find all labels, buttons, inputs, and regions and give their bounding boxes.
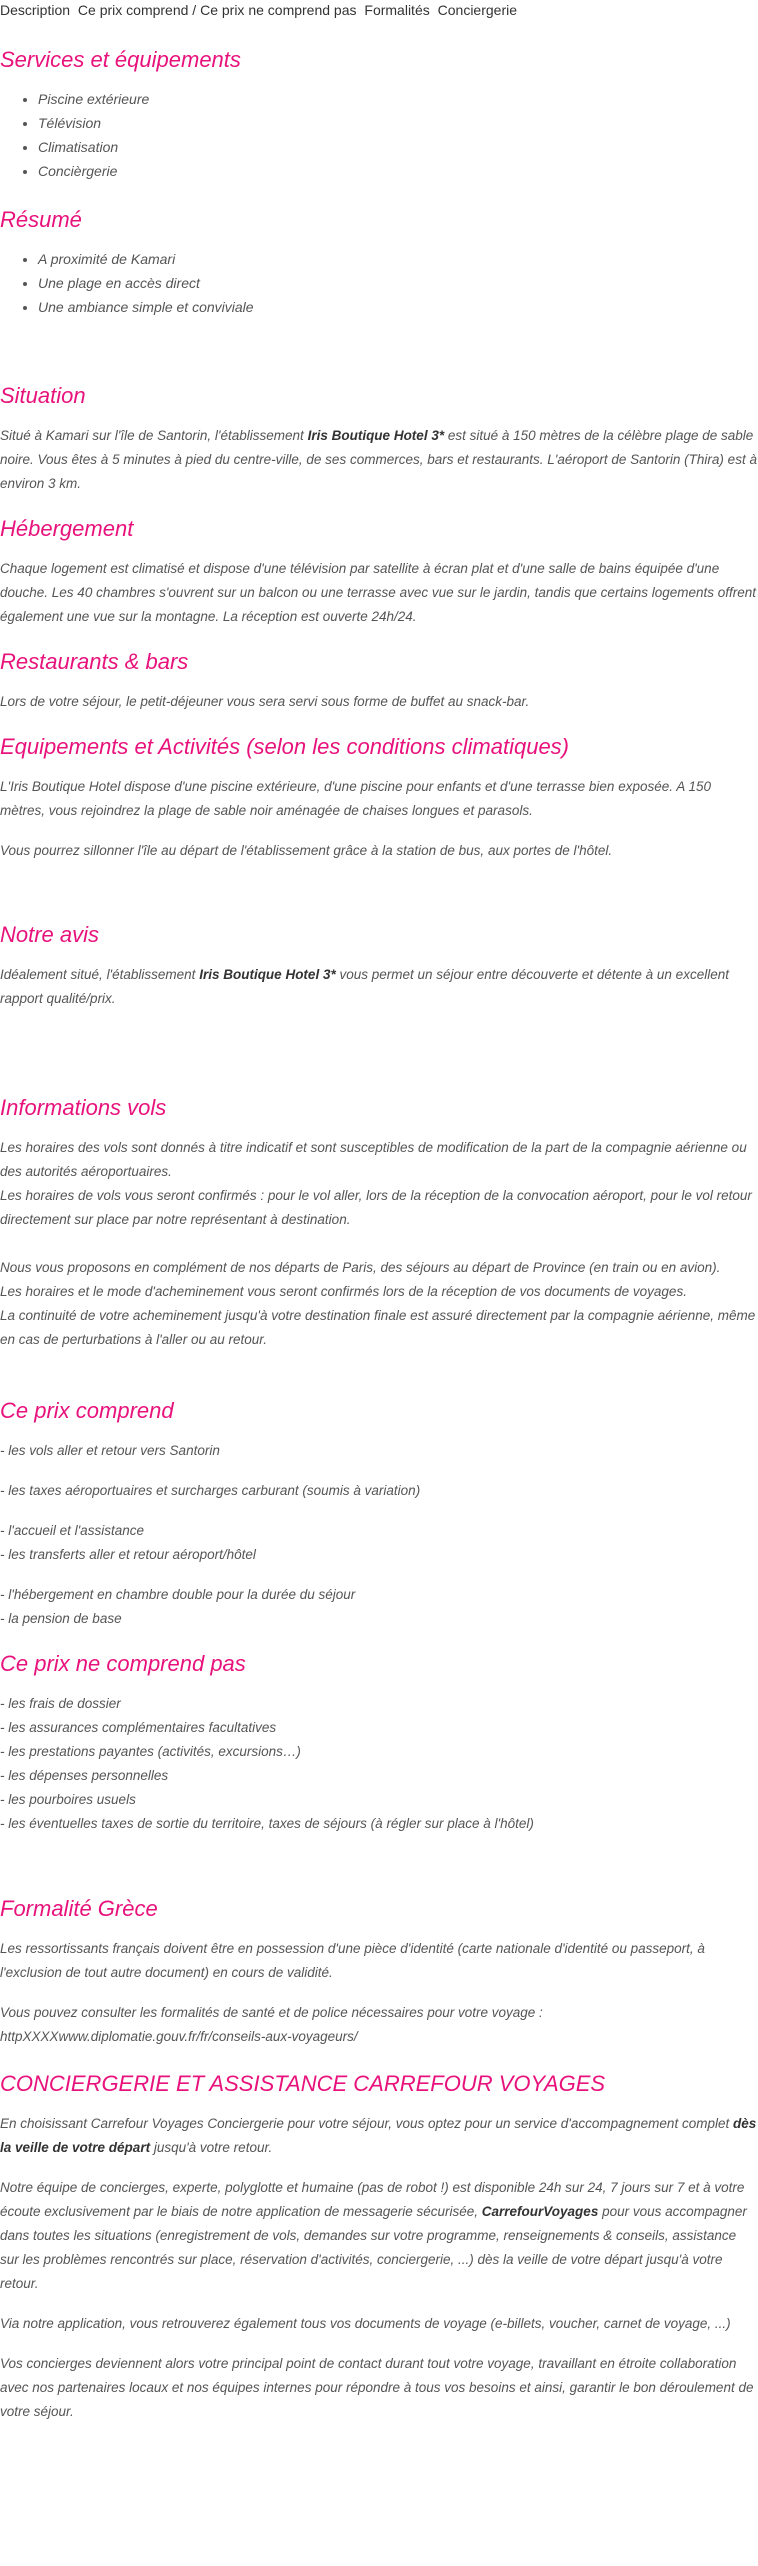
concierge-text-2: Notre équipe de concierges, experte, polyglotte et humaine (pas de robot !) est disponible 24h sur 24, 7 jours sur 7 et à votre écoute exclusivement par le biais de notre application de messagerie sécurisée, CarrefourVoyages pour vous accompagner dans toutes les situations (enregistrement de vols, demandes sur votre programme, renseignements & conseils, assistance sur les problèmes rencontrés sur place, réservation d'activités, conciergerie, ...) dès la veille de votre départ jusqu'à votre retour. xyxy=(0,2180,747,2291)
list-item: - les frais de dossier xyxy=(0,1696,121,1711)
activities-text-2: Vous pourrez sillonner l'île au départ de l'établissement grâce à la station de bus, aux portes de l'hôtel. xyxy=(0,843,613,858)
flights-title: Informations vols xyxy=(0,1095,167,1120)
tab-description[interactable]: Description xyxy=(0,2,71,18)
flights-text-2: Nous vous proposons en complément de nos départs de Paris, des séjours au départ de Province (en train ou en avion). Les horaires et le mode d'acheminement vous seront confirmés lors de la réception de vos documents de voyages. La continuité de votre acheminement jusqu'à votre destination finale est assuré directement par la compagnie aérienne, même en cas de perturbations à l'aller ou au retour. xyxy=(0,1260,756,1347)
excludes-title: Ce prix ne comprend pas xyxy=(0,1651,246,1676)
accommodation-title: Hébergement xyxy=(0,516,134,541)
list-item: - les pourboires usuels xyxy=(0,1792,136,1807)
opinion-title: Notre avis xyxy=(0,922,100,947)
concierge-text-1: En choisissant Carrefour Voyages Conciergerie pour votre séjour, vous optez pour un service d'accompagnement complet dès la veille de votre départ jusqu'à votre retour. xyxy=(0,2116,757,2155)
list-item: • Concièrgerie xyxy=(38,159,758,183)
summary-title: Résumé xyxy=(0,207,82,232)
tab-concierge[interactable]: Conciergerie xyxy=(437,2,518,18)
formality-text-1: Les ressortissants français doivent être en possession d'une pièce d'identité (carte nationale d'identité ou passeport, à l'exclusion de tout autre document) en cours de validité. xyxy=(0,1941,705,1980)
includes-lines-5-6: - l'hébergement en chambre double pour la durée du séjour - la pension de base xyxy=(0,1587,356,1626)
opinion-text: Idéalement situé, l'établissement Iris Boutique Hotel 3* vous permet un séjour entre découverte et détente à un excellent rapport qualité/prix. xyxy=(0,967,729,1006)
list-item: - les assurances complémentaires facultatives xyxy=(0,1720,277,1735)
accommodation-text: Chaque logement est climatisé et dispose d'une télévision par satellite à écran plat et d'une salle de bains équipée d'une douche. Les 40 chambres s'ouvrent sur un balcon ou une terrasse avec vue sur le jardin, tandis que certains logements offrent également une vue sur la montagne. La réception est ouverte 24h/24. xyxy=(0,561,757,624)
formality-text-2: Vous pouvez consulter les formalités de santé et de police nécessaires pour votre voyage : httpXXXXwww.diplomatie.gouv.fr/fr/conseils-aux-voyageurs/ xyxy=(0,2001,758,2049)
includes-line-2: - les taxes aéroportuaires et surcharges carburant (soumis à variation) xyxy=(0,1483,421,1498)
concierge-title: CONCIERGERIE ET ASSISTANCE CARREFOUR VOYAGES xyxy=(0,2071,606,2096)
diplomatie-link[interactable]: httpXXXXwww.diplomatie.gouv.fr/fr/conseils-aux-voyageurs/ xyxy=(0,2029,358,2044)
list-item: - les dépenses personnelles xyxy=(0,1768,169,1783)
tab-includes[interactable]: Ce prix comprend / Ce prix ne comprend pas xyxy=(77,2,357,18)
list-item: • A proximité de Kamari xyxy=(38,247,758,271)
restaurants-text: Lors de votre séjour, le petit-déjeuner vous sera servi sous forme de buffet au snack-bar. xyxy=(0,694,530,709)
flights-text-1: Les horaires des vols sont donnés à titre indicatif et sont susceptibles de modification de la part de la compagnie aérienne ou des autorités aéroportuaires. Les horaires de vols vous seront confirmés : pour le vol aller, lors de la réception de la convocation aéroport, pour le vol retour directement sur place par notre représentant à destination. xyxy=(0,1140,752,1227)
restaurants-title: Restaurants & bars xyxy=(0,649,189,674)
activities-title: Equipements et Activités (selon les conditions climatiques) xyxy=(0,734,570,759)
includes-lines-3-4: - l'accueil et l'assistance - les transferts aller et retour aéroport/hôtel xyxy=(0,1523,256,1562)
list-item: - les prestations payantes (activités, excursions…) xyxy=(0,1744,301,1759)
list-item: • Une plage en accès direct xyxy=(38,271,758,295)
tab-formalities[interactable]: Formalités xyxy=(364,2,430,18)
services-title: Services et équipements xyxy=(0,47,241,72)
list-item: • Climatisation xyxy=(38,135,758,159)
summary-list xyxy=(0,247,758,319)
situation-text: Situé à Kamari sur l'île de Santorin, l'établissement Iris Boutique Hotel 3* est situé à 150 mètres de la célèbre plage de sable noire. Vous êtes à 5 minutes à pied du centre-ville, de ses commerces, bars et restaurants. L'aéroport de Santorin (Thira) est à environ 3 km. xyxy=(0,428,757,491)
excludes-list xyxy=(0,1692,758,1836)
includes-line-1: - les vols aller et retour vers Santorin xyxy=(0,1443,220,1458)
services-list xyxy=(0,87,758,183)
list-item: - les éventuelles taxes de sortie du territoire, taxes de séjours (à régler sur place à l'hôtel) xyxy=(0,1816,534,1831)
formality-title: Formalité Grèce xyxy=(0,1896,158,1921)
activities-text-1: L'Iris Boutique Hotel dispose d'une piscine extérieure, d'une piscine pour enfants et d'une terrasse bien exposée. A 150 mètres, vous rejoindrez la plage de sable noir aménagée de chaises longues et parasols. xyxy=(0,779,712,818)
concierge-text-3: Via notre application, vous retrouverez également tous vos documents de voyage (e-billets, voucher, carnet de voyage, ...) xyxy=(0,2316,731,2331)
includes-title: Ce prix comprend xyxy=(0,1398,174,1423)
list-item: • Télévision xyxy=(38,111,758,135)
situation-title: Situation xyxy=(0,383,86,408)
tab-bar xyxy=(0,0,758,22)
concierge-text-4: Vos concierges deviennent alors votre principal point de contact durant tout votre voyage, travaillant en étroite collaboration avec nos partenaires locaux et nos équipes internes pour répondre à tous vos besoins et ainsi, garantir le bon déroulement de votre séjour. xyxy=(0,2356,754,2419)
list-item: • Une ambiance simple et conviviale xyxy=(38,295,758,319)
list-item: • Piscine extérieure xyxy=(38,87,758,111)
